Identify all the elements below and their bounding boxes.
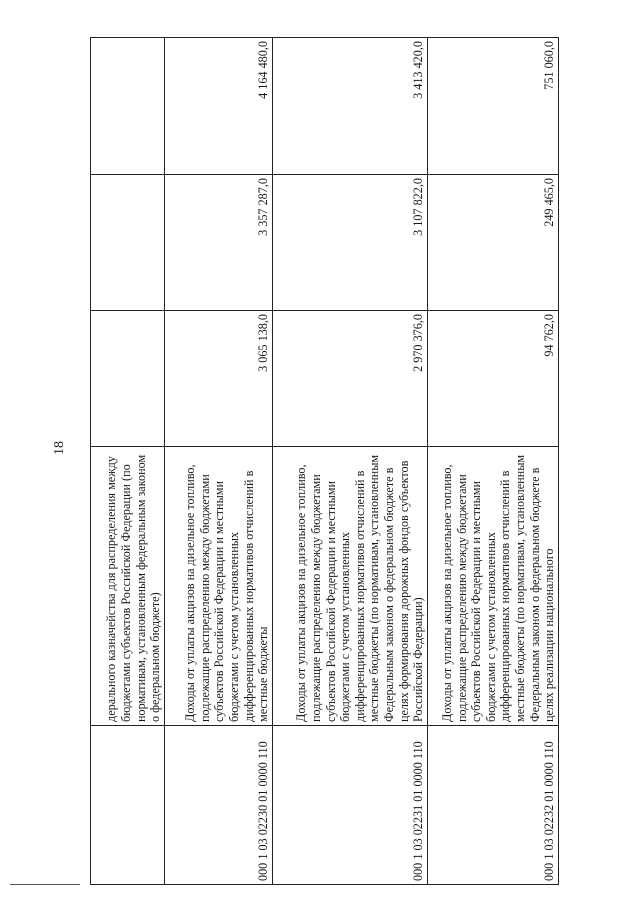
amount-year1-cell: 3 065 138,0 xyxy=(165,311,273,447)
amount-year3-cell: 751 060,0 xyxy=(428,38,559,175)
amount-year3-cell: 3 413 420,0 xyxy=(273,38,428,175)
table-row xyxy=(165,38,273,885)
amount-year1-cell xyxy=(91,311,165,447)
rotated-page-content xyxy=(90,41,558,885)
amount-year3-cell: 4 164 480,0 xyxy=(165,38,273,175)
amount-year2-cell: 3 107 822,0 xyxy=(273,175,428,311)
kbk-code-cell: 000 1 03 02231 01 0000 110 xyxy=(273,726,428,885)
kbk-code-cell: 000 1 03 02230 01 0000 110 xyxy=(165,726,273,885)
page-number: 18 xyxy=(52,441,67,455)
kbk-code-cell: 000 1 03 02232 01 0000 110 xyxy=(428,726,559,885)
revenue-name-cell: Доходы от уплаты акцизов на дизельное топливо, подлежащие распределению между бюджетами субъектов Российской Федерации и местными бюджетами с учетом установленных дифференцированных нормативов отчислений в местные бюджеты (по нормативам, установленным Федеральным законом о федеральном бюджете в целях реализации национального xyxy=(428,447,559,726)
table-row xyxy=(428,38,559,885)
table-row xyxy=(91,38,165,885)
amount-year2-cell: 3 357 287,0 xyxy=(165,175,273,311)
revenue-name-cell: дерального казначейства для распределения между бюджетами субъектов Российской Федерации (по нормативам, установленным федеральным законом о федеральном бюджете) xyxy=(91,447,165,726)
amount-year2-cell xyxy=(91,175,165,311)
footer-rule xyxy=(10,884,80,885)
revenue-name-cell: Доходы от уплаты акцизов на дизельное топливо, подлежащие распределению между бюджетами субъектов Российской Федерации и местными бюджетами с учетом установленных дифференцированных нормативов отчислений в местные бюджеты (по нормативам, установленным Федеральным законом о федеральном бюджете в целях формирования дорожных фондов субъектов Российской Федерации) xyxy=(273,447,428,726)
amount-year1-cell: 94 762,0 xyxy=(428,311,559,447)
amount-year2-cell: 249 465,0 xyxy=(428,175,559,311)
revenue-name-cell: Доходы от уплаты акцизов на дизельное топливо, подлежащие распределению между бюджетами субъектов Российской Федерации и местными бюджетами с учетом установленных дифференцированных нормативов отчислений в местные бюджеты xyxy=(165,447,273,726)
amount-year1-cell: 2 970 376,0 xyxy=(273,311,428,447)
table-row xyxy=(273,38,428,885)
amount-year3-cell xyxy=(91,38,165,175)
kbk-code-cell xyxy=(91,726,165,885)
budget-revenue-table xyxy=(90,37,559,885)
